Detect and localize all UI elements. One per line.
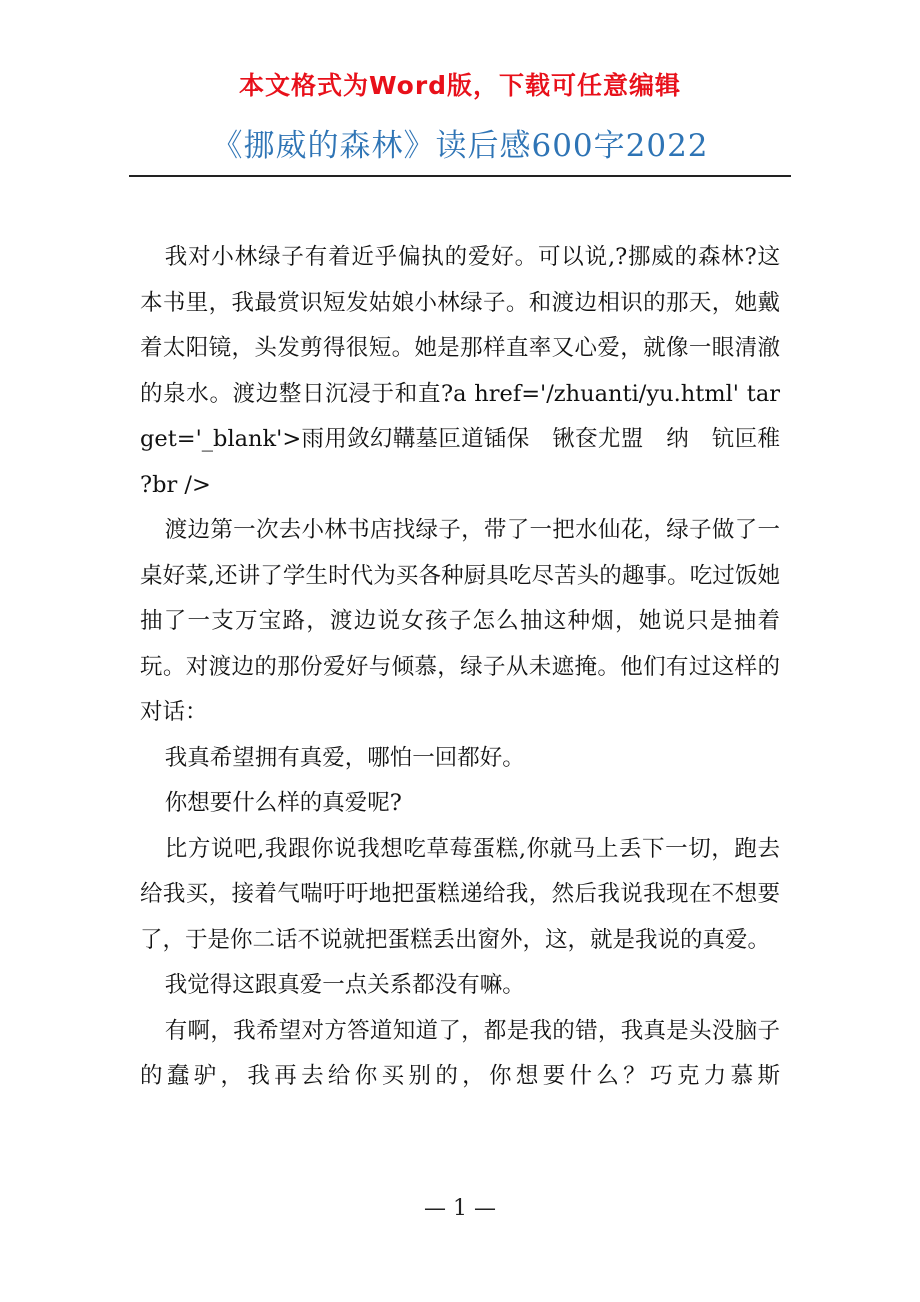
paragraph: 渡边第一次去小林书店找绿子，带了一把水仙花，绿子做了一桌好菜,还讲了学生时代为买各种厨具吃尽苦头的趣事。吃过饭她抽了一支万宝路，渡边说女孩子怎么抽这种烟，她说只是抽着玩。对渡边的那份爱好与倾慕，绿子从未遮掩。他们有过这样的对话：: [140, 517, 780, 725]
title-divider: [129, 175, 791, 177]
document-body: [140, 235, 826, 1100]
paragraph: 我觉得这跟真爱一点关系都没有嘛。: [164, 972, 525, 998]
paragraph: 我真希望拥有真爱，哪怕一回都好。: [164, 744, 525, 771]
paragraph: 比方说吧,我跟你说我想吃草莓蛋糕,你就马上丢下一切，跑去给我买，接着气喘吁吁地把蛋糕递给我，然后我说我现在不想要了，于是你二话不说就把蛋糕丢出窗外，这，就是我说的真爱。: [140, 835, 780, 953]
format-banner: 本文格式为Word版，下载可任意编辑: [238, 71, 682, 100]
paragraph: 有啊，我希望对方答道知道了，都是我的错，我真是头没脑子的蠢驴，我再去给你买别的，你想要什么？巧克力慕斯: [140, 1017, 780, 1089]
paragraph: 我对小林绿子有着近乎偏执的爱好。可以说,?挪威的森林?这本书里，我最赏识短发姑娘小林绿子。和渡边相识的那天，她戴着太阳镜，头发剪得很短。她是那样直率又心爱，就像一眼清澈的泉水。渡边整日沉浸于和直?a href='/zhuanti/yu.html' target='_blank'>雨用敛幻鞲墓叵道锸保 锹奁尤盟 纳 钪叵稚 ?br />: [140, 244, 826, 498]
paragraph: 你想要什么样的真爱呢?: [164, 790, 402, 816]
document-title: 《挪威的森林》读后感600字2022: [211, 128, 709, 164]
page-number: — 1 —: [424, 1196, 496, 1221]
